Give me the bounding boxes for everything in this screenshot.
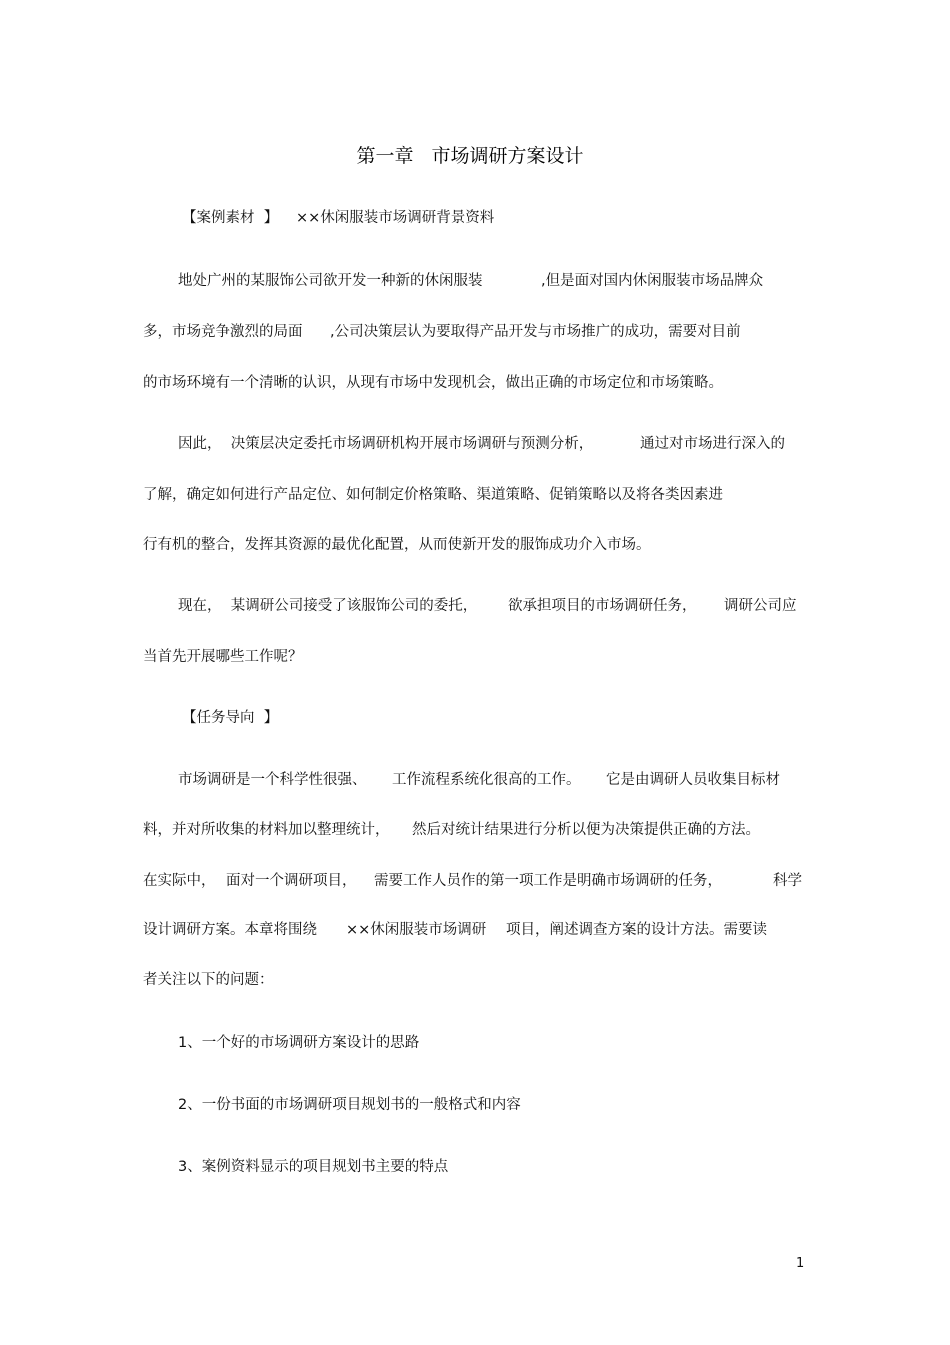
paragraph-4-line-3a: 在实际中， — [143, 873, 216, 889]
paragraph-1-line-1b: ,但是面对国内休闲服装市场品牌众 — [541, 273, 764, 289]
paragraph-2-line-1b: 通过对市场进行深入的 — [640, 436, 785, 452]
paragraph-4-line-3d: 科学 — [773, 873, 802, 889]
list-item: 2、一份书面的市场调研项目规划书的一般格式和内容 — [178, 1097, 521, 1113]
case-material-label: 【案例素材 】 — [182, 210, 279, 226]
task-label: 【任务导向 】 — [182, 710, 279, 726]
paragraph-1-line-3: 的市场环境有一个清晰的认识，从现有市场中发现机会，做出正确的市场定位和市场策略。 — [143, 375, 723, 391]
paragraph-4-line-1c: 它是由调研人员收集目标材 — [606, 772, 780, 788]
paragraph-4-line-4a: 设计调研方案。本章将围绕 — [143, 922, 317, 938]
paragraph-4-line-1a: 市场调研是一个科学性很强、 — [178, 772, 367, 788]
paragraph-4-line-3b: 面对一个调研项目， — [226, 873, 357, 889]
paragraph-4-line-1b: 工作流程系统化很高的工作。 — [392, 772, 581, 788]
paragraph-1-line-2a: 多，市场竞争激烈的局面 — [143, 324, 303, 340]
paragraph-2-line-3: 行有机的整合，发挥其资源的最优化配置，从而使新开发的服饰成功介入市场。 — [143, 537, 651, 553]
paragraph-3-line-1b: 欲承担项目的市场调研任务， — [508, 598, 697, 614]
paragraph-4-line-4c: 项目，阐述调查方案的设计方法。需要读 — [506, 922, 767, 938]
chapter-title: 第一章 市场调研方案设计 — [356, 145, 584, 167]
paragraph-2-line-1a: 因此， 决策层决定委托市场调研机构开展市场调研与预测分析， — [178, 436, 594, 452]
paragraph-1-line-2b: ,公司决策层认为要取得产品开发与市场推广的成功，需要对目前 — [330, 324, 741, 340]
case-material-title: ××休闲服装市场调研背景资料 — [296, 210, 495, 226]
list-item: 1、一个好的市场调研方案设计的思路 — [178, 1035, 420, 1051]
paragraph-4-line-3c: 需要工作人员作的第一项工作是明确市场调研的任务， — [374, 873, 722, 889]
paragraph-1-line-1a: 地处广州的某服饰公司欲开发一种新的休闲服装 — [178, 273, 483, 289]
page-number: 1 — [796, 1256, 805, 1271]
paragraph-4-line-2a: 料，并对所收集的材料加以整理统计， — [143, 822, 390, 838]
paragraph-3-line-2: 当首先开展哪些工作呢？ — [143, 649, 303, 665]
paragraph-2-line-2: 了解，确定如何进行产品定位、如何制定价格策略、渠道策略、促销策略以及将各类因素进 — [143, 487, 723, 503]
list-item: 3、案例资料显示的项目规划书主要的特点 — [178, 1159, 449, 1175]
paragraph-4-line-4b: ××休闲服装市场调研 — [346, 922, 487, 938]
paragraph-3-line-1c: 调研公司应 — [724, 598, 797, 614]
paragraph-4-line-5: 者关注以下的问题： — [143, 972, 274, 988]
paragraph-3-line-1a: 现在， 某调研公司接受了该服饰公司的委托， — [178, 598, 478, 614]
paragraph-4-line-2b: 然后对统计结果进行分析以便为决策提供正确的方法。 — [412, 822, 760, 838]
